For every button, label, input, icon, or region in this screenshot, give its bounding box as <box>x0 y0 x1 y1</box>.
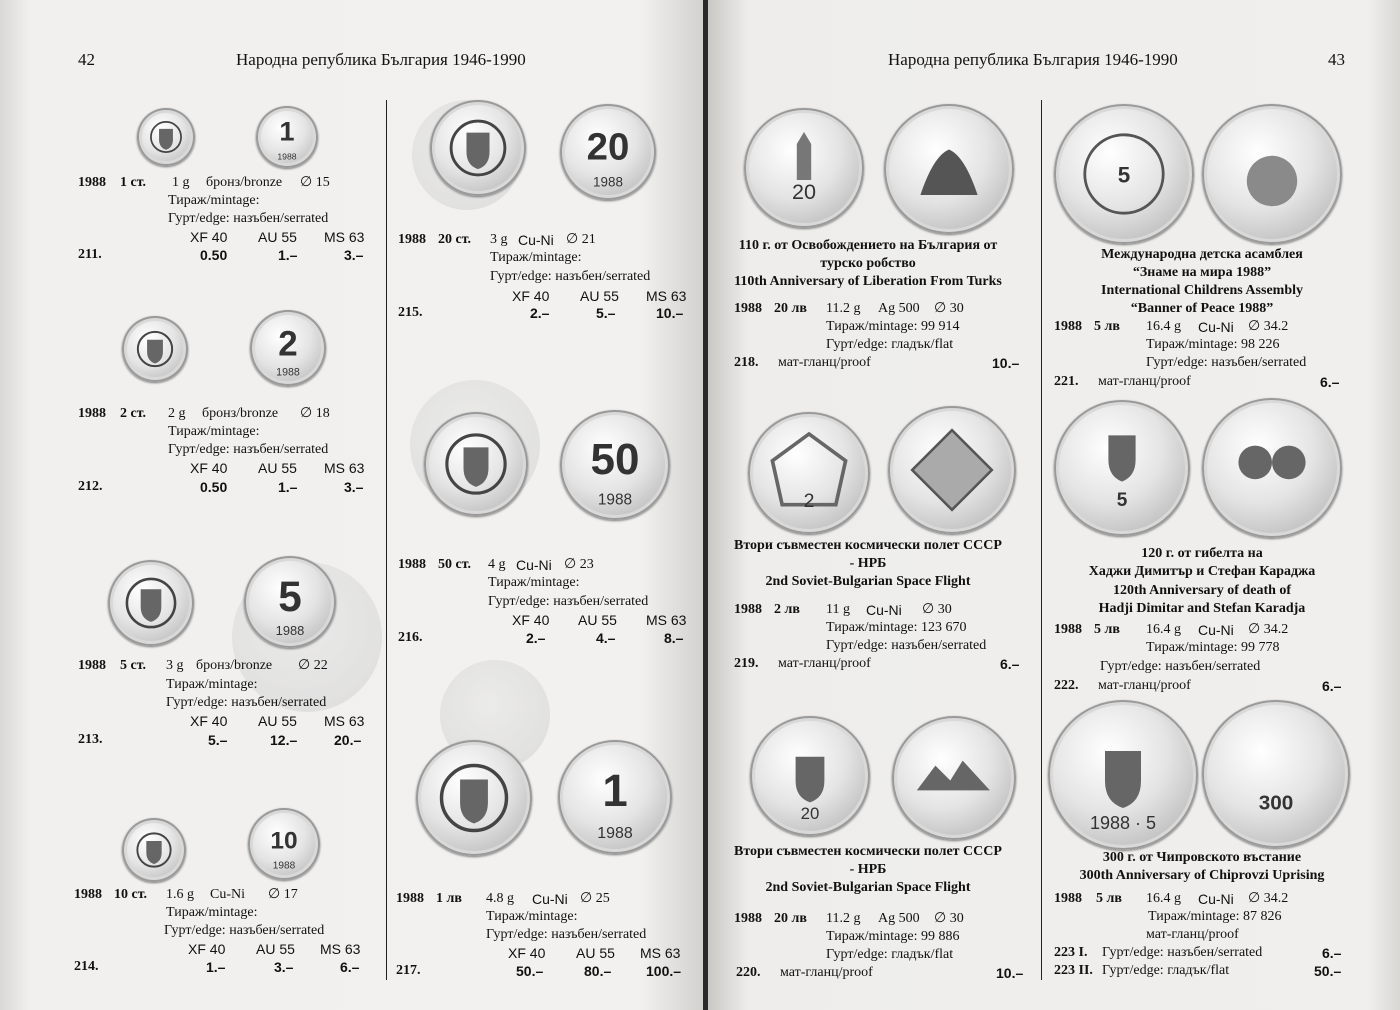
entry-edge: Гурт/edge: назъбен/serrated <box>826 638 987 653</box>
grade-label: MS 63 <box>640 945 681 961</box>
coin-reverse-icon <box>884 104 1014 234</box>
entry-denomination: 5 лв <box>1094 622 1120 637</box>
entry-weight: 4.8 g <box>486 891 514 906</box>
entry-denomination: 2 лв <box>774 602 800 617</box>
grade-label: MS 63 <box>320 941 361 957</box>
entry-mintage: Тираж/mintage: <box>166 677 258 692</box>
running-header-left: Народна република България 1946-1990 <box>236 50 526 69</box>
coin-reverse-icon <box>256 106 318 168</box>
entry-title-bg: “Знаме на мира 1988” <box>1132 265 1272 280</box>
grade-label: XF 40 <box>508 945 546 961</box>
price: 50.– <box>516 963 544 979</box>
column-divider-right <box>1041 100 1042 980</box>
entry-metal: Cu-Ni <box>1198 319 1234 335</box>
entry-edge: Гурт/edge: назъбен/serrated <box>168 211 329 226</box>
svg-text:20: 20 <box>586 125 630 169</box>
svg-text:1988: 1988 <box>277 151 297 162</box>
grade-label: AU 55 <box>576 945 615 961</box>
entry-title-en: 2nd Soviet-Bulgarian Space Flight <box>765 880 971 895</box>
entry-diameter: ∅ 15 <box>300 175 330 190</box>
entry-mintage: Тираж/mintage: 87 826 <box>1148 909 1282 924</box>
entry-year: 1988 <box>78 406 106 421</box>
coin-reverse-icon <box>888 406 1016 534</box>
price: 4.– <box>596 630 616 646</box>
catalog-number: 212. <box>78 479 103 494</box>
entry-diameter: ∅ 17 <box>268 887 298 902</box>
grade-label: XF 40 <box>190 229 228 245</box>
entry-denomination: 20 лв <box>774 911 807 926</box>
grade-label: AU 55 <box>580 288 619 304</box>
grade-label: AU 55 <box>258 460 297 476</box>
entry-metal: бронз/bronze <box>202 406 279 421</box>
price: 0.50 <box>200 247 228 263</box>
grade-label: AU 55 <box>578 612 617 628</box>
entry-title-bg: Хаджи Димитър и Стефан Караджа <box>1088 564 1316 579</box>
grade-label: MS 63 <box>324 460 365 476</box>
catalog-number: 215. <box>398 305 423 320</box>
svg-text:20: 20 <box>791 179 817 205</box>
entry-metal: бронз/bronze <box>206 175 283 190</box>
entry-weight: 1.6 g <box>166 887 194 902</box>
price: 0.50 <box>200 479 228 495</box>
coin-obverse-icon <box>748 412 870 534</box>
price: 12.– <box>270 732 298 748</box>
entry-title-bg: 120 г. от гибелта на <box>1141 546 1263 561</box>
entry-denomination: 5 ст. <box>120 658 147 673</box>
entry-mintage: Тираж/mintage: <box>486 909 578 924</box>
entry-title-en: 110th Anniversary of Liberation From Turks <box>734 274 1002 289</box>
grade-label: AU 55 <box>258 229 297 245</box>
entry-weight: 4 g <box>488 557 506 572</box>
svg-text:1: 1 <box>279 115 295 147</box>
price: 10.– <box>656 305 684 321</box>
svg-text:50: 50 <box>590 434 640 484</box>
grade-label: XF 40 <box>190 713 228 729</box>
coin-reverse-icon <box>560 410 670 520</box>
entry-title-en: 2nd Soviet-Bulgarian Space Flight <box>765 574 971 589</box>
entry-year: 1988 <box>1054 622 1082 637</box>
coin-obverse-icon <box>1054 104 1194 244</box>
entry-diameter: ∅ 34.2 <box>1248 622 1289 637</box>
svg-text:5: 5 <box>1117 162 1131 188</box>
entry-weight: 3 g <box>490 232 508 247</box>
entry-denomination: 1 ст. <box>120 175 147 190</box>
entry-year: 1988 <box>734 602 762 617</box>
entry-title-en: 120th Anniversary of death of <box>1112 583 1292 598</box>
entry-mintage: Тираж/mintage: <box>490 250 582 265</box>
svg-text:1988: 1988 <box>272 860 296 872</box>
coin-obverse-icon <box>750 716 870 836</box>
entry-year: 1988 <box>398 232 426 247</box>
svg-text:2: 2 <box>278 324 298 364</box>
entry-edge: Гурт/edge: назъбен/serrated <box>1102 945 1263 960</box>
entry-weight: 2 g <box>168 406 186 421</box>
entry-year: 1988 <box>1054 891 1082 906</box>
entry-diameter: ∅ 30 <box>922 602 952 617</box>
catalog-number: 223 II. <box>1054 963 1093 978</box>
entry-edge: Гурт/edge: назъбен/serrated <box>164 923 325 938</box>
entry-year: 1988 <box>78 175 106 190</box>
price: 3.– <box>344 479 364 495</box>
entry-edge: Гурт/edge: назъбен/serrated <box>1146 355 1307 370</box>
svg-text:1988: 1988 <box>276 366 300 379</box>
entry-metal: Ag 500 <box>878 911 920 926</box>
grade-label: XF 40 <box>190 460 228 476</box>
entry-diameter: ∅ 23 <box>564 557 594 572</box>
coin-obverse-icon <box>744 108 864 228</box>
price: 6.– <box>1000 656 1020 672</box>
price: 6.– <box>1320 374 1340 390</box>
entry-edge: Гурт/edge: гладък/flat <box>1102 963 1230 978</box>
entry-diameter: ∅ 30 <box>934 911 964 926</box>
svg-text:10: 10 <box>270 827 298 855</box>
entry-edge: Гурт/edge: гладък/flat <box>826 947 954 962</box>
entry-year: 1988 <box>74 887 102 902</box>
entry-weight: 16.4 g <box>1146 319 1181 334</box>
entry-mintage: Тираж/mintage: 123 670 <box>826 620 967 635</box>
catalog-number: 214. <box>74 959 99 974</box>
entry-metal: Cu-Ni <box>866 602 902 618</box>
entry-diameter: ∅ 22 <box>298 658 328 673</box>
coin-reverse-icon <box>560 104 656 200</box>
price: 2.– <box>530 305 550 321</box>
entry-mintage: Тираж/mintage: 99 886 <box>826 929 960 944</box>
price: 1.– <box>278 247 298 263</box>
coin-obverse-icon <box>122 316 188 382</box>
entry-mintage: Тираж/mintage: <box>166 905 258 920</box>
entry-metal: Cu-Ni <box>1198 622 1234 638</box>
entry-edge: Гурт/edge: назъбен/serrated <box>486 927 647 942</box>
price: 80.– <box>584 963 612 979</box>
entry-denomination: 20 ст. <box>438 232 472 247</box>
entry-mintage: Тираж/mintage: <box>488 575 580 590</box>
svg-text:300: 300 <box>1258 791 1294 815</box>
entry-finish: мат-гланц/proof <box>1098 374 1191 389</box>
entry-finish: мат-гланц/proof <box>1098 678 1191 693</box>
coin-reverse-icon <box>1202 104 1342 244</box>
catalog-number: 213. <box>78 732 103 747</box>
entry-title-bg: - НРБ <box>849 556 887 571</box>
svg-text:1988: 1988 <box>597 825 633 843</box>
svg-text:1988: 1988 <box>593 174 623 190</box>
catalog-number: 222. <box>1054 678 1079 693</box>
coin-obverse-icon <box>1054 400 1190 536</box>
coin-obverse-icon <box>430 100 526 196</box>
entry-denomination: 1 лв <box>436 891 462 906</box>
price: 8.– <box>664 630 684 646</box>
entry-finish: мат-гланц/proof <box>778 355 871 370</box>
coin-reverse-icon <box>1202 398 1342 538</box>
entry-mintage: Тираж/mintage: <box>168 424 260 439</box>
price: 10.– <box>996 965 1024 981</box>
entry-finish: мат-гланц/proof <box>780 965 873 980</box>
entry-title-en: International Childrens Assembly <box>1101 283 1303 298</box>
catalog-number: 217. <box>396 963 421 978</box>
entry-denomination: 10 ст. <box>114 887 148 902</box>
entry-weight: 11.2 g <box>826 911 861 926</box>
price: 10.– <box>992 355 1020 371</box>
entry-denomination: 20 лв <box>774 301 807 316</box>
grade-label: AU 55 <box>256 941 295 957</box>
price: 1.– <box>206 959 226 975</box>
grade-label: XF 40 <box>512 288 550 304</box>
entry-diameter: ∅ 25 <box>580 891 610 906</box>
coin-obverse-icon <box>108 560 194 646</box>
entry-title-bg: Втори съвместен космически полет СССР <box>734 844 1002 859</box>
coin-reverse-icon <box>244 556 336 648</box>
entry-metal: Ag 500 <box>878 301 920 316</box>
entry-edge: Гурт/edge: назъбен/serrated <box>166 695 327 710</box>
catalog-number: 221. <box>1054 374 1079 389</box>
entry-edge: Гурт/edge: назъбен/serrated <box>168 442 329 457</box>
entry-weight: 16.4 g <box>1146 891 1181 906</box>
svg-text:1988: 1988 <box>597 491 633 509</box>
price: 5.– <box>208 732 228 748</box>
entry-diameter: ∅ 30 <box>934 301 964 316</box>
entry-year: 1988 <box>734 301 762 316</box>
price: 20.– <box>334 732 362 748</box>
catalog-number: 218. <box>734 355 759 370</box>
entry-title-bg: - НРБ <box>849 862 887 877</box>
entry-year: 1988 <box>398 557 426 572</box>
entry-mintage: Тираж/mintage: 99 914 <box>826 319 960 334</box>
entry-year: 1988 <box>78 658 106 673</box>
entry-metal: Cu-Ni <box>1198 891 1234 907</box>
grade-label: AU 55 <box>258 713 297 729</box>
catalog-number: 216. <box>398 630 423 645</box>
grade-label: XF 40 <box>512 612 550 628</box>
entry-title-bg: 300 г. от Чипровското въстание <box>1102 850 1302 865</box>
coin-reverse-icon <box>250 310 326 386</box>
entry-title-en: 300th Anniversary of Chiprovzi Uprising <box>1079 868 1325 883</box>
coin-reverse-icon <box>1202 700 1350 848</box>
svg-text:2: 2 <box>803 490 815 513</box>
grade-label: MS 63 <box>324 713 365 729</box>
entry-denomination: 50 ст. <box>438 557 472 572</box>
price: 100.– <box>646 963 682 979</box>
grade-label: MS 63 <box>324 229 365 245</box>
price: 1.– <box>278 479 298 495</box>
grade-label: MS 63 <box>646 612 687 628</box>
right-page <box>708 0 1400 1010</box>
entry-weight: 3 g <box>166 658 184 673</box>
catalog-number: 219. <box>734 656 759 671</box>
price: 6.– <box>1322 678 1342 694</box>
price: 6.– <box>1322 945 1342 961</box>
entry-weight: 11.2 g <box>826 301 861 316</box>
entry-title-bg: турско робство <box>820 256 916 271</box>
catalog-number: 220. <box>736 965 761 980</box>
entry-title-bg: Международна детска асамблея <box>1101 247 1303 262</box>
coin-obverse-icon <box>122 818 186 882</box>
entry-denomination: 5 лв <box>1094 319 1120 334</box>
entry-mintage: Тираж/mintage: 98 226 <box>1146 337 1280 352</box>
entry-weight: 1 g <box>172 175 190 190</box>
coin-obverse-icon <box>137 108 195 166</box>
entry-weight: 11 g <box>826 602 850 617</box>
entry-mintage: Тираж/mintage: <box>168 193 260 208</box>
coin-reverse-icon <box>558 740 672 854</box>
coin-obverse-icon <box>424 412 528 516</box>
entry-weight: 16.4 g <box>1146 622 1181 637</box>
price: 2.– <box>526 630 546 646</box>
entry-edge: Гурт/edge: назъбен/serrated <box>490 269 651 284</box>
entry-title-bg: Втори съвместен космически полет СССР <box>734 538 1002 553</box>
entry-diameter: ∅ 21 <box>566 232 596 247</box>
price: 50.– <box>1314 963 1342 979</box>
entry-edge: Гурт/edge: гладък/flat <box>826 337 954 352</box>
entry-year: 1988 <box>396 891 424 906</box>
svg-text:1: 1 <box>602 765 628 817</box>
entry-diameter: ∅ 34.2 <box>1248 319 1289 334</box>
entry-edge: Гурт/edge: назъбен/serrated <box>488 594 649 609</box>
svg-text:1988: 1988 <box>275 623 305 639</box>
catalog-number: 211. <box>78 247 102 262</box>
grade-label: MS 63 <box>646 288 687 304</box>
page-number-right: 43 <box>1328 50 1345 69</box>
svg-text:5: 5 <box>278 573 302 621</box>
entry-finish: мат-гланц/proof <box>778 656 871 671</box>
entry-title-en: Hadji Dimitar and Stefan Karadja <box>1098 601 1306 616</box>
entry-edge: Гурт/edge: назъбен/serrated <box>1100 659 1261 674</box>
entry-denomination: 2 ст. <box>120 406 147 421</box>
running-header-right: Народна република България 1946-1990 <box>888 50 1178 69</box>
svg-text:1988 · 5: 1988 · 5 <box>1089 813 1157 833</box>
catalog-number: 223 I. <box>1054 945 1088 960</box>
entry-denomination: 5 лв <box>1096 891 1122 906</box>
entry-metal: бронз/bronze <box>196 658 273 673</box>
entry-title-en: “Banner of Peace 1988” <box>1130 301 1274 316</box>
entry-year: 1988 <box>734 911 762 926</box>
entry-title-bg: 110 г. от Освобождението на България от <box>738 238 998 253</box>
entry-mintage: Тираж/mintage: 99 778 <box>1146 640 1280 655</box>
entry-metal: Cu-Ni <box>518 232 554 248</box>
price: 3.– <box>344 247 364 263</box>
coin-reverse-icon <box>892 716 1016 840</box>
column-divider-left <box>386 100 387 980</box>
grade-label: XF 40 <box>188 941 226 957</box>
price: 5.– <box>596 305 616 321</box>
svg-text:5: 5 <box>1116 490 1128 512</box>
entry-metal: Cu-Ni <box>210 887 245 902</box>
coin-reverse-icon <box>248 808 320 880</box>
page-number-left: 42 <box>78 50 95 69</box>
entry-finish: мат-гланц/proof <box>1146 927 1239 942</box>
entry-diameter: ∅ 34.2 <box>1248 891 1289 906</box>
price: 6.– <box>340 959 360 975</box>
price: 3.– <box>274 959 294 975</box>
entry-diameter: ∅ 18 <box>300 406 330 421</box>
svg-text:20: 20 <box>800 804 820 824</box>
entry-metal: Cu-Ni <box>532 891 568 907</box>
coin-obverse-icon <box>1048 700 1198 850</box>
entry-metal: Cu-Ni <box>516 557 552 573</box>
coin-obverse-icon <box>416 740 532 856</box>
entry-year: 1988 <box>1054 319 1082 334</box>
